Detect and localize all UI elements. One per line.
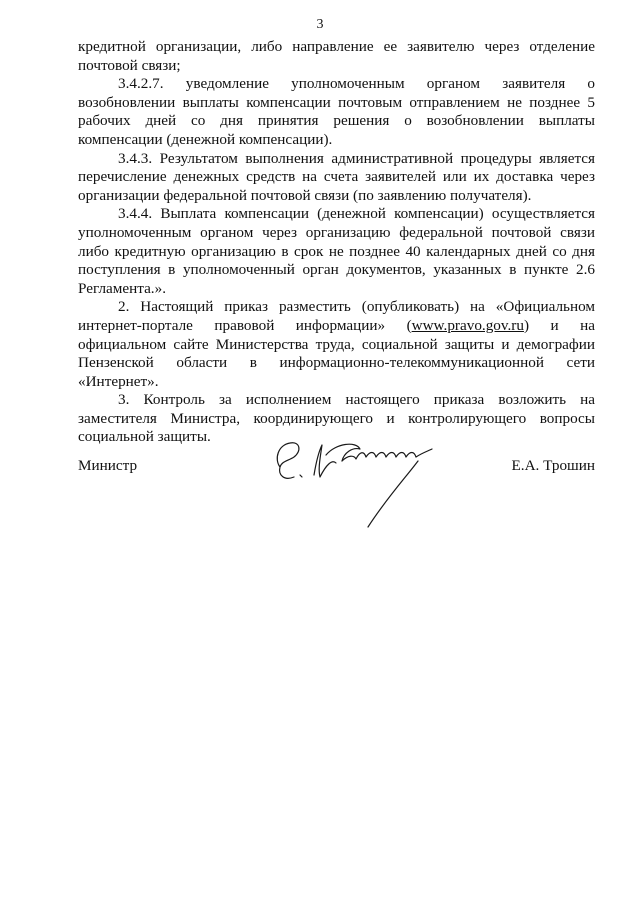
paragraph-continuation: кредитной организации, либо направление ее заявителю через отделение почтовой связи; (78, 38, 595, 74)
pravo-gov-link[interactable]: www.pravo.gov.ru (411, 316, 524, 334)
publication-text-before: 2. Настоящий приказ разместить (опубликовать) на «Официальном интернет-портале правовой информации» ( (78, 298, 595, 334)
signature-block (78, 455, 595, 525)
publication-text-after: ) и на официальном сайте Министерства труда, социальной защиты и демографии Пензенской области в информационно-телекоммуникационной сети «Интернет». (78, 316, 595, 390)
signatory-title: Министр (78, 457, 138, 474)
paragraph-3-4-4: 3.4.4. Выплата компенсации (денежной компенсации) осуществляется уполномоченным органом через организацию федеральной почтовой связи либо кредитную организацию в срок не позднее 40 календарных дней со дня поступления в уполномоченный орган документов, указанных в пункте 2.6 Регламента.». (78, 205, 595, 297)
paragraph-control: 3. Контроль за исполнением настоящего приказа возложить на заместителя Министра, координирующего и контролирующего вопросы социальной защиты. (78, 391, 595, 446)
signatory-name: Е.А. Трошин (511, 457, 595, 474)
paragraph-3-4-3: 3.4.3. Результатом выполнения административной процедуры является перечисление денежных средств на счета заявителей или их доставка через организации федеральной почтовой связи (по заявлению получателя). (78, 149, 595, 204)
handwritten-signature (256, 415, 446, 530)
page-number: 3 (316, 17, 324, 32)
document-body (78, 38, 595, 447)
paragraph-publication (78, 298, 595, 391)
paragraph-3-4-2-7: 3.4.2.7. уведомление уполномоченным органом заявителя о возобновлении выплаты компенсации почтовым отправлением не позднее 5 рабочих дней со дня принятия решения о возобновлении выплаты компенсации (денежной компенсации). (78, 75, 595, 148)
